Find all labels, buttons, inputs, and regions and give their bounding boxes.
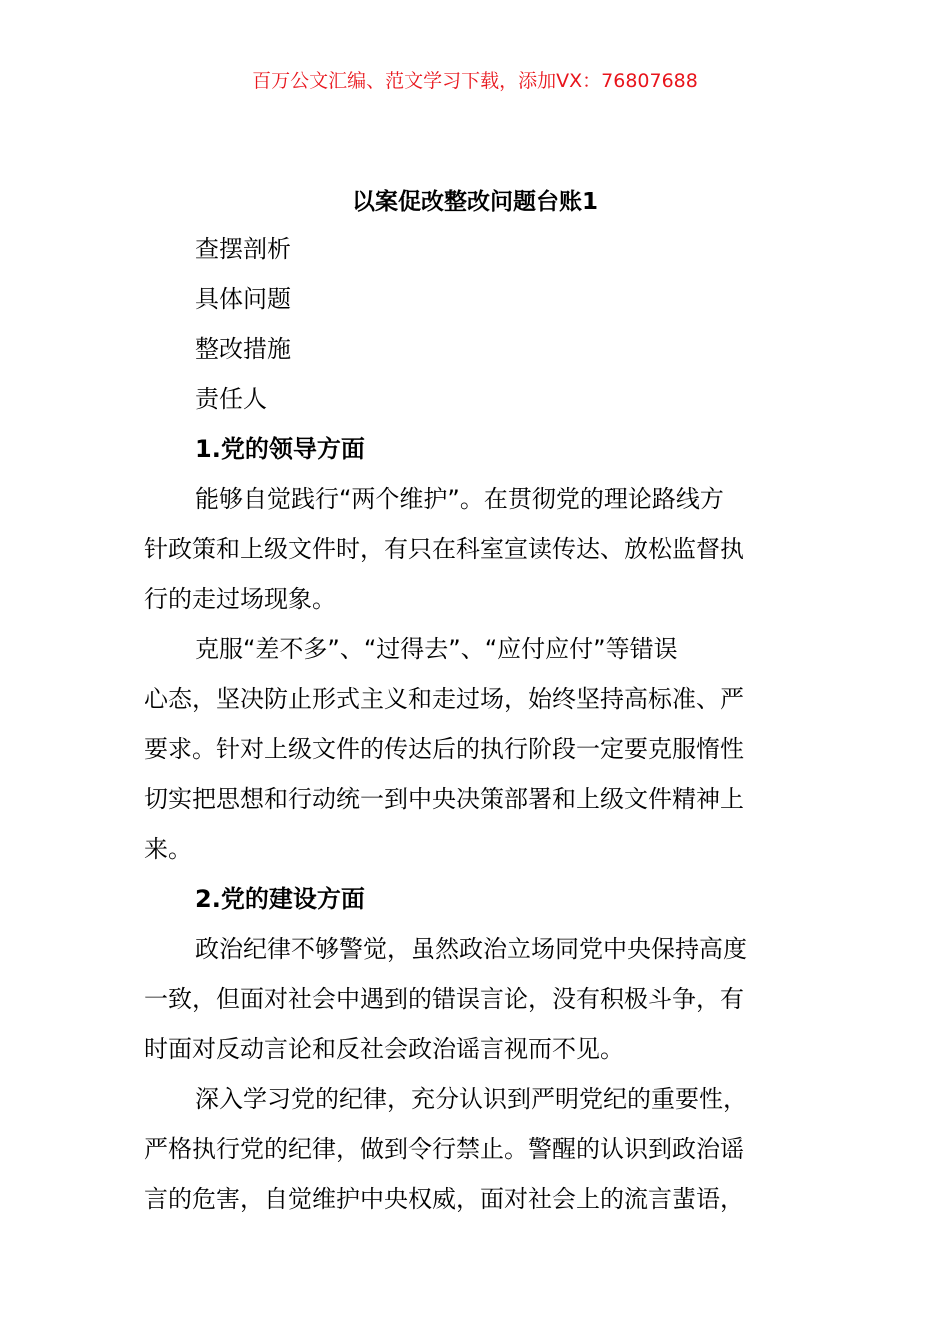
section2-measure-line: 严格执行党的纪律，做到令行禁止。警醒的认识到政治谣	[144, 1135, 744, 1163]
section1-measure-line: 切实把思想和行动统一到中央决策部署和上级文件精神上	[144, 785, 744, 813]
label-rectification-measures: 整改措施	[195, 335, 291, 363]
section-heading-leadership: 1.党的领导方面	[195, 435, 365, 463]
section2-measure-line: 言的危害，自觉维护中央权威，面对社会上的流言蜚语，	[144, 1185, 744, 1213]
document-body	[144, 180, 806, 1224]
label-specific-problem: 具体问题	[195, 285, 291, 313]
section1-measure-line: 心态，坚决防止形式主义和走过场，始终坚持高标准、严	[144, 685, 744, 713]
section2-measure-line: 深入学习党的纪律，充分认识到严明党纪的重要性，	[195, 1085, 747, 1113]
section-heading-party-building: 2.党的建设方面	[195, 885, 365, 913]
section1-measure-line: 来。	[144, 835, 192, 863]
section1-measure-line: 克服“差不多”、“过得去”、“应付应付”等错误	[195, 635, 678, 663]
section2-problem-line: 时面对反动言论和反社会政治谣言视而不见。	[144, 1035, 624, 1063]
section1-problem-line: 针政策和上级文件时，有只在科室宣读传达、放松监督执	[144, 535, 744, 563]
section2-problem-line: 一致，但面对社会中遇到的错误言论，没有积极斗争，有	[144, 985, 744, 1013]
section1-problem-line: 能够自觉践行“两个维护”。在贯彻党的理论路线方	[195, 485, 724, 513]
document-title: 以案促改整改问题台账1	[351, 189, 598, 215]
watermark-text: 百万公文汇编、范文学习下载，添加VX：76807688	[252, 70, 698, 92]
section1-measure-line: 要求。针对上级文件的传达后的执行阶段一定要克服惰性	[144, 735, 744, 763]
label-review: 查摆剖析	[195, 235, 291, 263]
section1-problem-line: 行的走过场现象。	[144, 585, 336, 613]
section2-problem-line: 政治纪律不够警觉，虽然政治立场同党中央保持高度	[195, 935, 747, 963]
label-responsible-person: 责任人	[195, 385, 267, 413]
